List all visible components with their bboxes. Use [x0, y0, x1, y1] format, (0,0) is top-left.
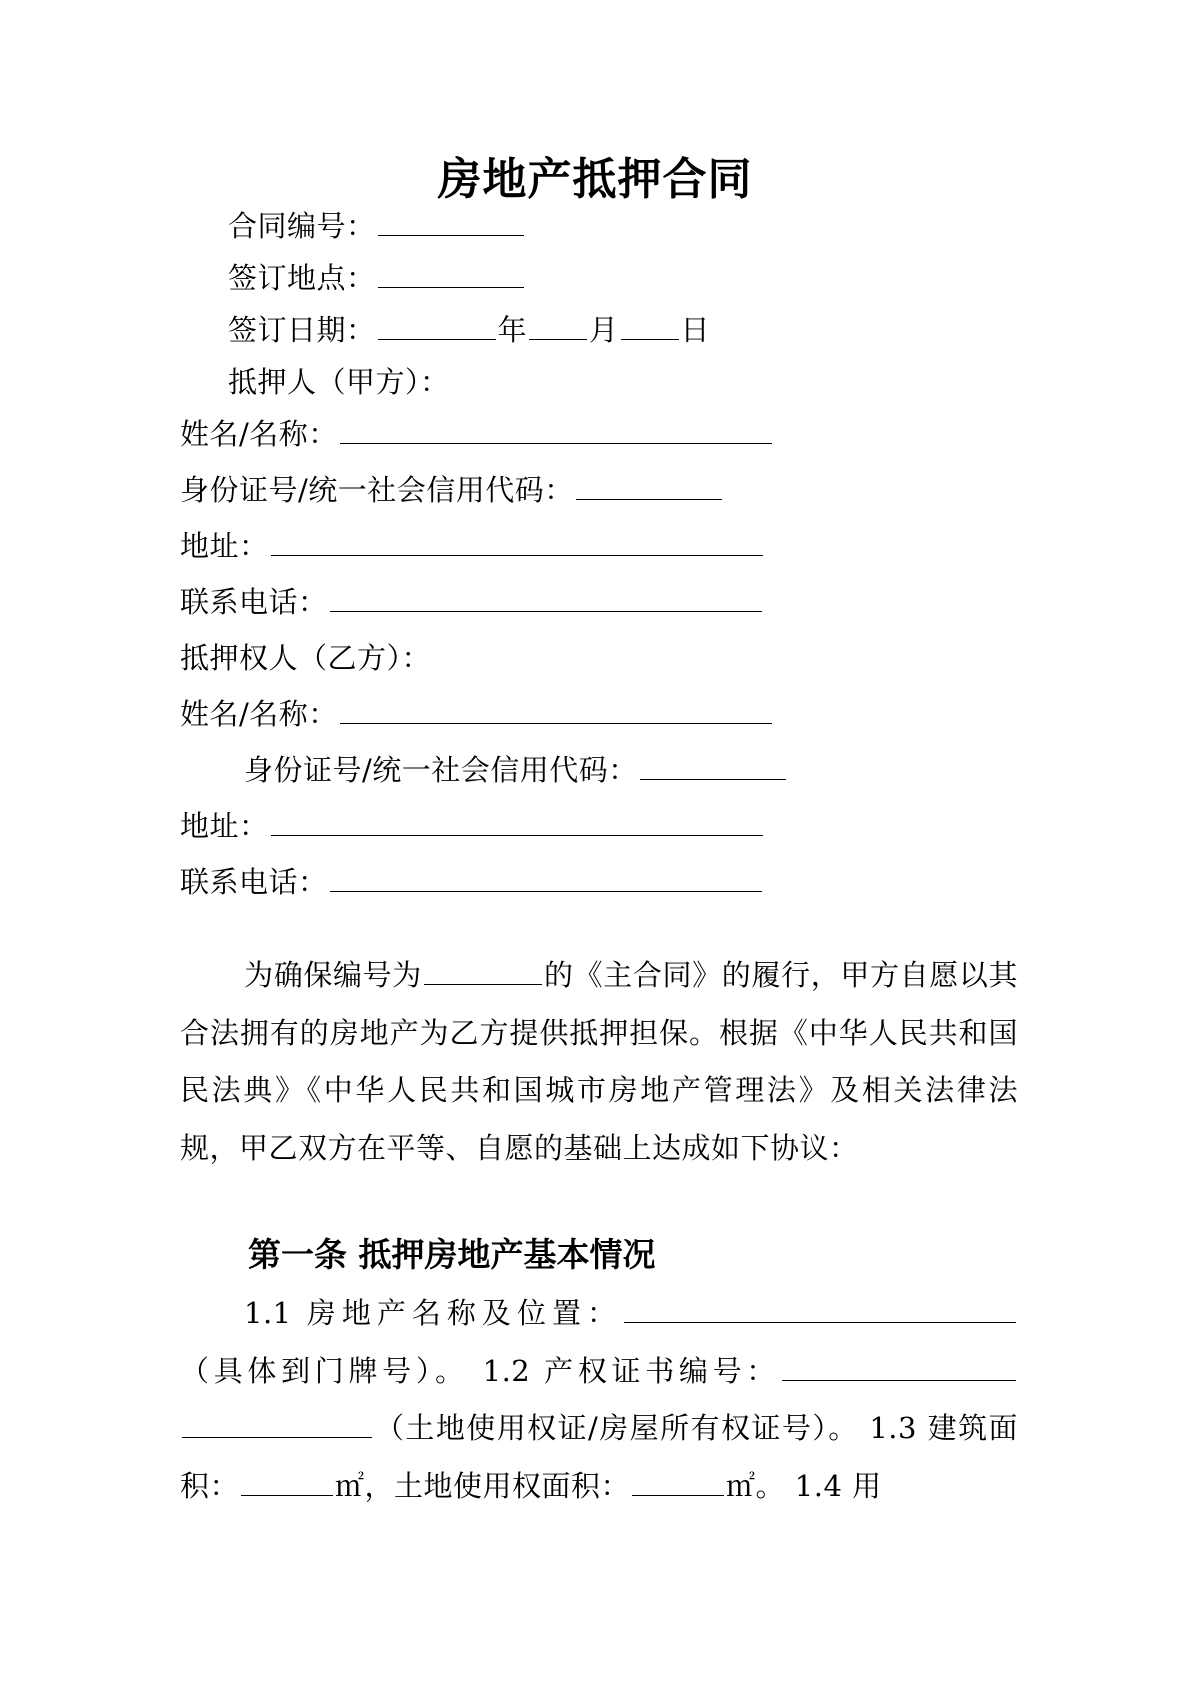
item-1-3-label-c: ，土地使用权面积： — [364, 1468, 631, 1503]
item-1-3-label-a: 1.3 建 — [869, 1411, 959, 1446]
item-1-2-suffix: （土地使用权证/房屋所有权证号）。 — [374, 1411, 859, 1446]
building-area-unit: ㎡ — [335, 1468, 365, 1503]
party-a-id-blank[interactable] — [576, 473, 722, 500]
contract-number-line — [228, 206, 526, 246]
item-1-1-suffix: （具体到门牌号）。 — [180, 1353, 469, 1388]
property-location-blank[interactable] — [624, 1296, 1016, 1323]
main-contract-number-blank[interactable] — [424, 958, 542, 985]
party-b-address-label: 地址： — [180, 809, 269, 843]
certificate-number-blank-1[interactable] — [782, 1354, 1016, 1381]
party-b-phone-label: 联系电话： — [180, 865, 328, 899]
party-b-address-blank[interactable] — [271, 809, 763, 836]
contract-number-label: 合同编号： — [228, 209, 376, 243]
preamble-paragraph — [180, 947, 1018, 1177]
party-a-id-line — [180, 470, 724, 510]
party-a-phone-label: 联系电话： — [180, 585, 328, 619]
land-area-blank[interactable] — [632, 1469, 724, 1496]
day-label: 日 — [680, 313, 711, 347]
party-a-phone-blank[interactable] — [330, 585, 762, 612]
land-area-unit: ㎡。 — [726, 1468, 786, 1503]
item-1-1-label: 1.1 房地产名称及位置： — [244, 1296, 622, 1330]
party-a-name-label: 姓名/名称： — [180, 417, 338, 451]
sign-day-blank[interactable] — [621, 313, 679, 340]
party-b-phone-blank[interactable] — [330, 865, 762, 892]
party-a-address-line — [180, 526, 765, 566]
party-a-address-blank[interactable] — [271, 529, 763, 556]
contract-number-blank[interactable] — [378, 209, 524, 236]
party-b-name-blank[interactable] — [340, 697, 772, 724]
party-b-heading: 抵押权人（乙方）： — [180, 641, 432, 675]
party-a-name-line — [180, 414, 774, 454]
sign-place-label: 签订地点： — [228, 261, 376, 295]
preamble-text-1: 为确保编号为 — [244, 958, 422, 992]
sign-place-line — [228, 258, 526, 298]
sign-year-blank[interactable] — [378, 313, 496, 340]
party-a-heading: 抵押人（甲方）： — [228, 365, 450, 399]
party-b-address-line — [180, 806, 765, 846]
party-b-id-line — [244, 750, 788, 790]
party-b-id-blank[interactable] — [640, 753, 786, 780]
article-1-heading: 第一条 抵押房地产基本情况 — [248, 1235, 656, 1274]
party-a-id-label: 身份证号/统一社会信用代码： — [180, 473, 574, 507]
year-label: 年 — [497, 313, 528, 347]
party-b-name-label: 姓名/名称： — [180, 697, 338, 731]
preamble-text-2: 的《主合同》的履行，甲方自愿以其合法拥有的房地产为乙方提供抵押担保。根据《中华人民共和国民法典》《中华人民共和国城市房地产管理法》及相关法律法规，甲乙双方在平等、自愿的基础上达成如下协议： — [180, 958, 1018, 1165]
party-a-address-label: 地址： — [180, 529, 269, 563]
party-a-name-blank[interactable] — [340, 417, 772, 444]
item-1-3-label-b: 筑面积： — [180, 1411, 1019, 1503]
item-1-2-label: 1.2 产权证书编号： — [482, 1353, 780, 1388]
document-title: 房地产抵押合同 — [437, 154, 753, 205]
sign-place-blank[interactable] — [378, 261, 524, 288]
party-a-phone-line — [180, 582, 764, 622]
party-b-phone-line — [180, 862, 764, 902]
party-b-name-line — [180, 694, 774, 734]
sign-date-line — [228, 310, 710, 350]
building-area-blank[interactable] — [241, 1469, 333, 1496]
certificate-number-blank-2[interactable] — [182, 1411, 372, 1438]
item-1-4-label: 1.4 用 — [794, 1468, 882, 1503]
month-label: 月 — [589, 313, 619, 347]
sign-month-blank[interactable] — [529, 313, 587, 340]
sign-date-label: 签订日期： — [228, 313, 376, 347]
party-b-id-label: 身份证号/统一社会信用代码： — [244, 753, 638, 787]
article-1-body — [180, 1285, 1018, 1515]
